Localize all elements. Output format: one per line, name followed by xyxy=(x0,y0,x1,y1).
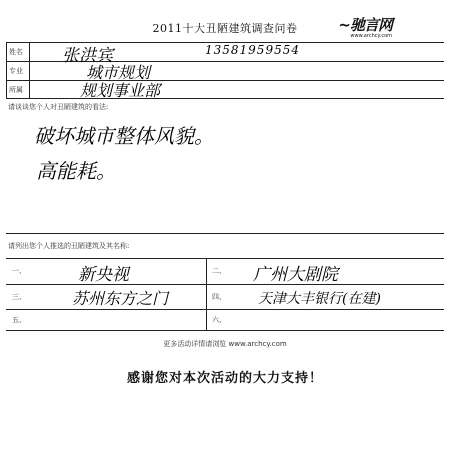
nomination-5-num: 五、 xyxy=(12,316,26,324)
nominate-row-4 xyxy=(6,330,444,331)
nomination-2-value: 广州大剧院 xyxy=(253,265,338,285)
nomination-1-value: 新央视 xyxy=(78,265,129,285)
nominate-column-divider xyxy=(206,258,207,330)
thanks-message: 感谢您对本次活动的大力支持！ xyxy=(126,371,323,386)
left-border xyxy=(6,42,7,98)
nominate-top-border xyxy=(6,233,444,234)
name-label: 姓名 xyxy=(9,48,23,56)
footer-note: 更多活动详情请浏览 www.archcy.com xyxy=(163,340,287,348)
phone-value: 13581959554 xyxy=(205,43,300,57)
major-value: 城市规划 xyxy=(86,63,151,82)
nomination-4-num: 四、 xyxy=(212,293,226,301)
row-divider-3 xyxy=(6,98,444,99)
nomination-1-num: 一、 xyxy=(12,267,26,275)
reason-line-1: 破坏城市整体风貌。 xyxy=(34,124,214,148)
nomination-4-value: 天津大丰银行(在建) xyxy=(258,291,381,307)
nominate-prompt: 请列出您个人推选的丑陋建筑及其名称: xyxy=(8,242,130,250)
logo-text: ~驰言网 xyxy=(338,16,392,34)
nominate-row-2 xyxy=(6,284,444,285)
logo-subtext: www.archcy.com xyxy=(350,33,392,39)
label-column-divider xyxy=(29,42,30,98)
nomination-3-num: 三、 xyxy=(12,293,26,301)
nomination-3-value: 苏州东方之门 xyxy=(72,289,169,308)
logo xyxy=(338,14,392,39)
nomination-6-num: 六、 xyxy=(212,316,226,324)
row-divider-2 xyxy=(6,80,444,81)
org-label: 所属 xyxy=(9,86,23,94)
reason-prompt: 请谈谈您个人对丑陋建筑的看法: xyxy=(8,103,109,111)
nominate-row-3 xyxy=(6,309,444,310)
name-value: 张洪宾 xyxy=(62,46,113,66)
nomination-2-num: 二、 xyxy=(212,267,226,275)
nominate-row-1 xyxy=(6,258,444,259)
major-label: 专业 xyxy=(9,67,23,75)
reason-line-2: 高能耗。 xyxy=(36,159,116,183)
page-title: 2011十大丑陋建筑调查问卷 xyxy=(152,22,298,35)
org-value: 规划事业部 xyxy=(80,81,161,100)
